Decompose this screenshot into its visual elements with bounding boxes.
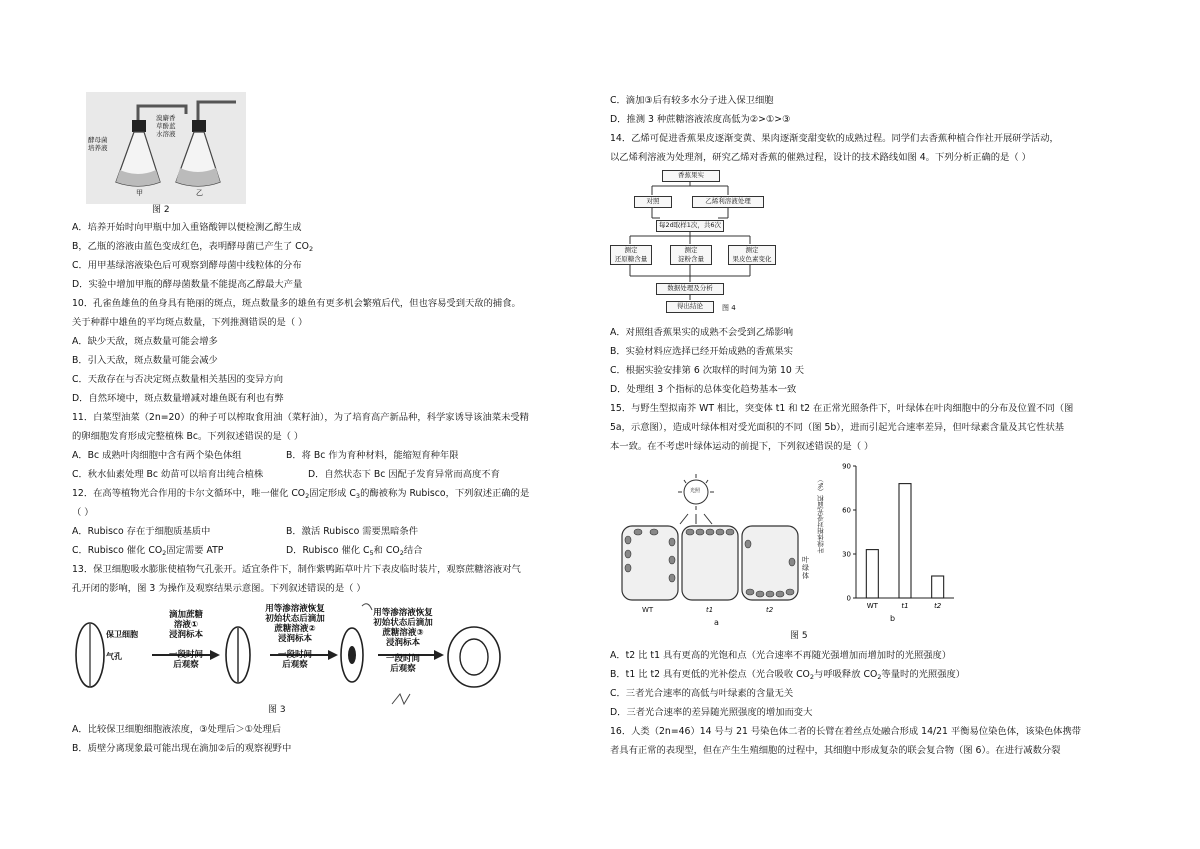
text: 等量时的光照强度）	[881, 669, 966, 680]
q16-stem-cont: 者具有正常的表现型，但在产生生殖细胞的过程中，其细胞中形成复杂的联会复合物（图 6）。在进行减数分裂	[610, 745, 1061, 756]
step-line: 蔗糖溶液③	[382, 628, 424, 638]
q15-stem-cont: 5a，示意图），造成叶绿体相对受光面积的不同（图 5b），进而引起光合速率差异，但叶绿素含量及其它性状基	[610, 422, 1065, 433]
subscript: 2	[308, 245, 314, 253]
label-line: 溴麝香	[156, 114, 176, 122]
q10-stem-cont: 关于种群中雄鱼的平均斑点数量，下列推测错误的是（ ）	[72, 317, 308, 328]
q10-option-a: A．缺少天敌，斑点数量可能会增多	[72, 336, 218, 347]
text: C．Rubisco 催化 CO	[72, 545, 163, 556]
step-line: 一段时间	[277, 650, 312, 660]
step-line: 浸润标本	[168, 630, 203, 640]
box-line: 淀粉含量	[678, 255, 704, 263]
q9-option-b	[72, 241, 313, 253]
y-tick-label: 90	[842, 462, 851, 471]
flow-data-box: 数据处理及分析	[656, 283, 724, 295]
figure-3-caption: 图 3	[268, 705, 286, 715]
q12-stem	[72, 488, 529, 500]
q13-stem: 13．保卫细胞吸水膨胀使植物气孔张开。适宜条件下，制作紫鸭跖草叶片下表皮临时装片，观察蔗糖溶液对气	[72, 564, 521, 575]
chloroplast-label: 叶绿体	[802, 556, 809, 580]
q15-option-a: A．t2 比 t1 具有更高的光饱和点（光合速率不再随光强增加而增加时的光照强度）	[610, 650, 952, 661]
text: 与呼吸释放 CO	[814, 669, 878, 680]
fig3-step1	[156, 610, 216, 670]
label-line: 水溶液	[156, 130, 176, 138]
q14-stem: 14．乙烯可促进香蕉果皮逐渐变黄、果肉逐渐变甜变软的成熟过程。同学们去香蕉种植合作社开展研学活动，	[610, 133, 1059, 144]
q11-stem-cont: 的卵细胞发育形成完整植株 Bc。下列叙述错误的是（ ）	[72, 431, 304, 442]
flask-b-label: 乙	[196, 189, 203, 197]
y-tick-label: 60	[842, 506, 851, 515]
subscript: 2	[809, 673, 815, 681]
q11-option-c: C．秋水仙素处理 Bc 幼苗可以培育出纯合植株	[72, 469, 264, 480]
text: B．t1 比 t2 具有更低的光补偿点（光合吸收 CO	[610, 669, 810, 680]
q12-option-b: B．激活 Rubisco 需要黑暗条件	[286, 526, 419, 537]
q15-stem-cont2: 本一致。在不考虑叶绿体运动的前提下，下列叙述错误的是（ ）	[610, 441, 874, 452]
q11-option-a: A．Bc 成熟叶肉细胞中含有两个染色体组	[72, 450, 242, 461]
step-line: 浸润标本	[385, 638, 420, 648]
q13-option-a: A．比较保卫细胞细胞液浓度，③处理后＞①处理后	[72, 724, 281, 735]
box-line: 测定	[684, 246, 698, 254]
label-line: 培养液	[88, 144, 108, 152]
q13-option-d: D．推测 3 种蔗糖溶液浓度高低为②>①>③	[610, 114, 791, 125]
flask-apparatus-drawing	[86, 92, 246, 204]
label-line: 草酚蓝	[156, 122, 176, 130]
fig3-step2	[256, 604, 334, 670]
step-line: 后观察	[390, 664, 416, 674]
step-line: 蔗糖溶液②	[274, 624, 316, 634]
step-line: 用等渗溶液恢复	[265, 604, 325, 614]
fig3-guard-label	[106, 630, 138, 662]
flow-sugar-box	[610, 245, 652, 265]
text: D．Rubisco 催化 C	[286, 545, 370, 556]
q15-option-d: D．三者光合速率的差异随光照强度的增加而变大	[610, 707, 813, 718]
q15-option-b	[610, 669, 965, 681]
figure-5a	[618, 470, 818, 630]
panel-a-label: a	[714, 618, 719, 627]
q15-option-c: C．三者光合速率的高低与叶绿素的含量无关	[610, 688, 794, 699]
text: 固定形成 C	[309, 488, 356, 499]
figure-5b	[817, 456, 960, 626]
x-tick-label: t1	[901, 602, 909, 610]
step-line: 浸润标本	[277, 634, 312, 644]
text: 固定需要 ATP	[166, 545, 224, 556]
q9-b-text: B，乙瓶的溶液由蓝色变成红色，表明酵母菌已产生了 CO	[72, 241, 309, 252]
q14-stem-cont: 以乙烯利溶液为处理剂，研究乙烯对香蕉的催熟过程，设计的技术路线如图 4。下列分析正确的是（ ）	[610, 152, 1031, 163]
q11-stem: 11．白菜型油菜（2n=20）的种子可以榨取食用油（菜籽油），为了培育高产新品种，科学家诱导该油菜未受精	[72, 412, 529, 423]
step-line: 后观察	[173, 660, 199, 670]
q11-option-b: B．将 Bc 作为育种材料，能缩短育种年限	[286, 450, 459, 461]
q9-option-c: C．用甲基绿溶液染色后可观察到酵母菌中线粒体的分布	[72, 260, 302, 271]
figure-2	[86, 92, 246, 204]
chart-y-axis-label: 叶绿体相对受光面积（%）	[817, 476, 825, 554]
q15-stem: 15．与野生型拟南芥 WT 相比，突变体 t1 和 t2 在正常光照条件下，叶绿体在叶肉细胞中的分布及位置不同（图	[610, 403, 1074, 414]
flow-treatment-box: 乙烯利溶液处理	[692, 196, 764, 208]
figure-2-caption: 图 2	[152, 205, 170, 215]
step-line: 滴加蔗糖	[168, 610, 203, 620]
subscript: 2	[162, 549, 167, 557]
cell-label-t1: t1	[706, 606, 714, 614]
step-line: 初始状态后滴加	[265, 614, 325, 624]
subscript: 5	[369, 549, 374, 557]
box-line: 还原糖含量	[614, 255, 648, 263]
step-line: 一段时间	[168, 650, 203, 660]
q9-option-d: D．实验中增加甲瓶的酵母菌数量不能提高乙醇最大产量	[72, 279, 303, 290]
q12-option-c	[72, 545, 223, 557]
x-tick-label: WT	[866, 602, 878, 610]
figure-5-caption: 图 5	[790, 631, 808, 641]
bar-chart	[834, 456, 964, 626]
x-tick-label: t2	[934, 602, 942, 610]
q13-option-c: C．滴加③后有较多水分子进入保卫细胞	[610, 95, 774, 106]
y-tick-label: 0	[846, 594, 851, 603]
fig3-step3	[364, 608, 442, 674]
q16-stem: 16．人类（2n=46）14 号与 21 号染色体二者的长臂在着丝点处融合形成 14/21 平衡易位染色体，该染色体携带	[610, 726, 1082, 737]
bar-t2	[932, 576, 944, 598]
q10-option-c: C．天敌存在与否决定斑点数量相关基因的变异方向	[72, 374, 284, 385]
flow-control-box: 对照	[634, 196, 672, 208]
text: 12．在高等植物光合作用的卡尔文循环中，唯一催化 CO	[72, 488, 306, 499]
step-line: 后观察	[282, 660, 308, 670]
cell-label-wt: WT	[642, 606, 654, 614]
guard-cell-label: 保卫细胞	[106, 630, 138, 639]
bar-t1	[899, 484, 911, 598]
flow-sampling-box: 每2d取样1次，共6次	[656, 220, 724, 232]
yeast-label	[88, 136, 108, 152]
q11-option-d: D．自然状态下 Bc 因配子发育异常而高度不育	[308, 469, 500, 480]
q12-option-a: A．Rubisco 存在于细胞质基质中	[72, 526, 211, 537]
y-tick-label: 30	[842, 550, 851, 559]
flow-pigment-box	[728, 245, 776, 265]
flow-banana-box: 香蕉果实	[662, 170, 720, 182]
q10-option-d: D．自然环境中，斑点数量增减对雄鱼既有利也有弊	[72, 393, 284, 404]
text: 的酶被称为 Rubisco，下列叙述正确的是	[360, 488, 530, 499]
step-line: 初始状态后滴加	[373, 618, 433, 628]
q12-option-d	[286, 545, 422, 557]
step-line: 一段时间	[385, 654, 420, 664]
flask-a-label: 甲	[136, 189, 143, 197]
subscript: 2	[877, 673, 882, 681]
panel-b-label: b	[890, 614, 896, 623]
subscript: 2	[399, 549, 404, 557]
label-line: 酵母菌	[88, 136, 108, 144]
q14-option-a: A．对照组香蕉果实的成熟不会受到乙烯影响	[610, 327, 794, 338]
figure-3	[72, 600, 502, 720]
q13-option-b: B．质壁分离现象最可能出现在滴加②后的观察视野中	[72, 743, 292, 754]
flow-conclusion-box: 得出结论	[666, 301, 714, 313]
bar-wt	[866, 550, 878, 598]
box-line: 果皮色素变化	[732, 255, 772, 263]
box-line: 测定	[745, 246, 759, 254]
q14-option-c: C．根据实验安排第 6 次取样的时间为第 10 天	[610, 365, 805, 376]
flow-starch-box	[670, 245, 712, 265]
q14-option-b: B．实验材料应选择已经开始成熟的香蕉果实	[610, 346, 794, 357]
cell-label-t2: t2	[766, 606, 774, 614]
box-line: 测定	[624, 246, 638, 254]
q12-stem-cont: （ ）	[72, 507, 94, 518]
step-line: 溶液①	[173, 620, 199, 630]
figure-4-caption: 图 4	[722, 304, 736, 312]
flowchart-arrows	[610, 168, 780, 318]
q9-option-a: A．培养开始时向甲瓶中加入重铬酸钾以便检测乙醇生成	[72, 222, 302, 233]
figure-4	[610, 168, 780, 318]
text: 结合	[403, 545, 423, 556]
indicator-label	[156, 114, 176, 138]
q13-stem-cont: 孔开闭的影响，图 3 为操作及观察结果示意图。下列叙述错误的是（ ）	[72, 583, 366, 594]
q14-option-d: D．处理组 3 个指标的总体变化趋势基本一致	[610, 384, 797, 395]
subscript: 2	[305, 492, 310, 500]
subscript: 3	[355, 492, 361, 500]
text: 和 CO	[373, 545, 400, 556]
stoma-pore-label: 气孔	[106, 652, 122, 661]
q10-stem: 10．孔雀鱼雄鱼的鱼身具有艳丽的斑点，斑点数量多的雄鱼有更多机会繁殖后代，但也容易受到天敌的捕食。	[72, 298, 521, 309]
step-line: 用等渗溶液恢复	[373, 608, 433, 618]
sun-label: 光照	[690, 488, 701, 494]
q10-option-b: B．引入天敌，斑点数量可能会减少	[72, 355, 218, 366]
